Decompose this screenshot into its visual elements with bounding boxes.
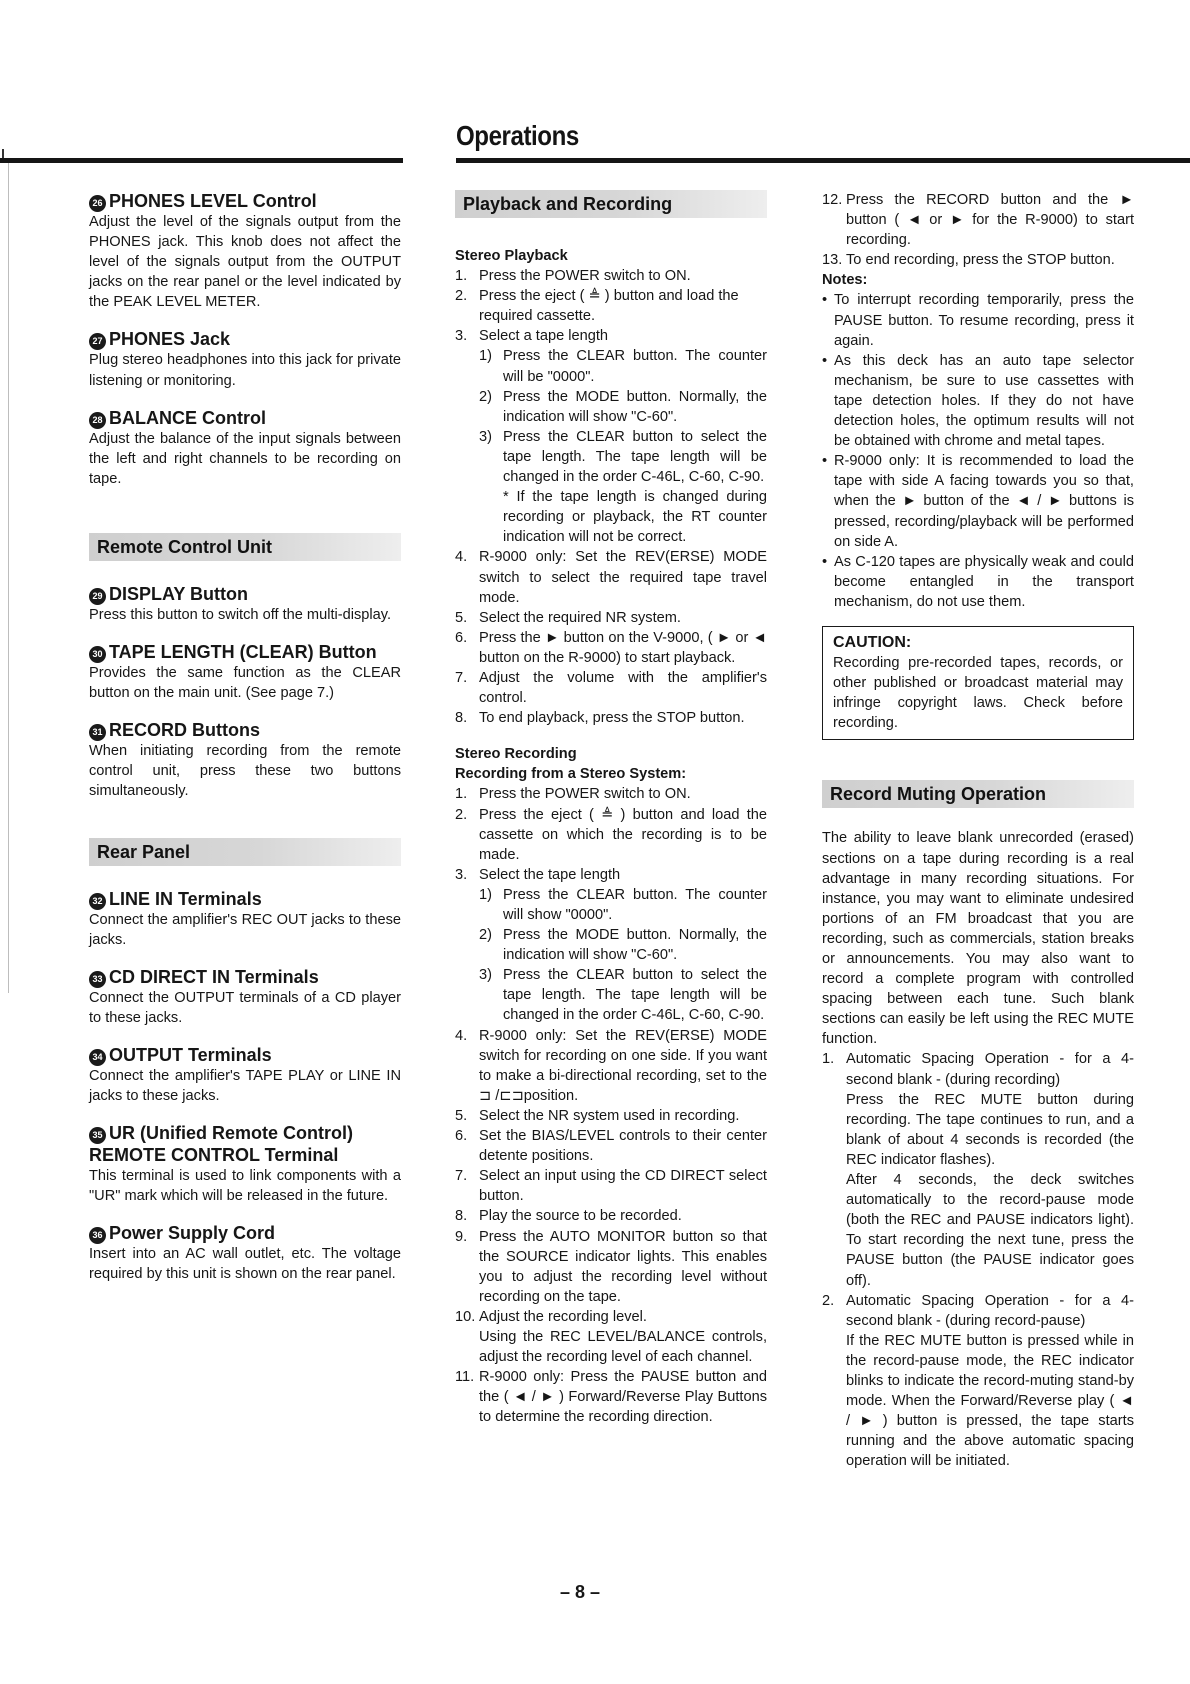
section-body: Insert into an AC wall outlet, etc. The voltage required by this unit is shown on the rear panel. xyxy=(89,1246,401,1283)
section-body: Press this button to switch off the multi-display. xyxy=(89,606,392,623)
section-title: TAPE LENGTH (CLEAR) Button xyxy=(109,642,377,663)
list-item: 2) Press the MODE button. Normally, the indication will show "C-60". xyxy=(479,927,767,964)
list-item: 3. Select the tape length 1) Press the CLEAR button. The counter will show "0000". 2) Press the MODE button. Normally, the indication will show "C-60". 3) Press the CLEAR button to select the tape length. The tape length will be changed in the order C-46L, C-60, C-90. xyxy=(455,865,767,1026)
section-title: LINE IN Terminals xyxy=(109,888,262,909)
column-right xyxy=(822,190,1134,1471)
list-item: 8. To end playback, press the STOP button. xyxy=(455,710,745,727)
item-number-badge: 33 xyxy=(89,971,106,988)
section-title: PHONES LEVEL Control xyxy=(109,191,317,211)
list-item: 8. Play the source to be recorded. xyxy=(455,1208,682,1225)
item-number-badge: 30 xyxy=(89,646,106,663)
list-item: 10. Adjust the recording level. Using the REC LEVEL/BALANCE controls, adjust the recording level of each channel. xyxy=(455,1307,767,1367)
section-body: When initiating recording from the remote control unit, press these two buttons simultaneously. xyxy=(89,743,401,800)
list-item: 5. Select the required NR system. xyxy=(455,609,681,626)
list-item: 2. Press the eject ( ≜ ) button and load the cassette on which the recording is to be made. xyxy=(455,806,767,863)
list-item: 1. Press the POWER switch to ON. xyxy=(455,268,691,285)
band-playback-recording: Playback and Recording xyxy=(455,190,767,218)
playback-steps xyxy=(455,266,767,728)
section-title: OUTPUT Terminals xyxy=(109,1044,272,1065)
section-cd-direct xyxy=(89,966,401,1028)
section-display xyxy=(89,583,401,625)
caution-box xyxy=(822,626,1134,740)
section-title: PHONES Jack xyxy=(109,329,231,350)
list-item: 11. R-9000 only: Press the PAUSE button and the ( ◄ / ► ) Forward/Reverse Play Buttons to determine the recording direction. xyxy=(455,1369,767,1426)
band-record-muting: Record Muting Operation xyxy=(822,780,1134,808)
heading-notes: Notes: xyxy=(822,272,868,289)
record-muting-items xyxy=(822,1049,1134,1471)
item-number-badge: 29 xyxy=(89,588,106,605)
list-item: • As this deck has an auto tape selector mechanism, be sure to use cassettes with tape detection holes. If they do not have detection holes, the optimum results will not be obtained with chrome and metal tapes. xyxy=(822,352,1134,450)
section-body: Connect the amplifier's TAPE PLAY or LINE IN jacks to these jacks. xyxy=(89,1067,401,1104)
footnote-star: * If the tape length is changed during recording or playback, the RT counter indication will not be correct. xyxy=(503,489,767,546)
section-title: DISPLAY Button xyxy=(109,583,249,604)
heading-stereo-playback: Stereo Playback xyxy=(455,248,568,264)
notes-list xyxy=(822,290,1134,612)
item-number-badge: 26 xyxy=(89,195,106,212)
list-item: • R-9000 only: It is recommended to load the tape with side A facing towards you so that, when the ► button of the ◄ / ► buttons is pressed, recording/playback will be performed on side A. xyxy=(822,453,1134,550)
section-record-buttons xyxy=(89,719,401,801)
section-balance xyxy=(89,407,401,489)
list-item: 4. R-9000 only: Set the REV(ERSE) MODE switch to select the required tape travel mode. xyxy=(455,549,767,606)
page-title: Operations xyxy=(456,120,579,151)
list-item: 4. R-9000 only: Set the REV(ERSE) MODE switch for recording on one side. If you want to make a bi-directional recording, set to the ⊐ /⊏⊐position. xyxy=(455,1027,767,1104)
list-item: • As C-120 tapes are physically weak and could become entangled in the transport mechanism, do not use them. xyxy=(822,553,1134,610)
list-item: 9. Press the AUTO MONITOR button so that the SOURCE indicator lights. This enables you to adjust the recording level without recording on the tape. xyxy=(455,1228,767,1305)
list-item: 1) Press the CLEAR button. The counter will be "0000". xyxy=(479,348,767,385)
list-item: 13. To end recording, press the STOP button. xyxy=(822,252,1115,269)
item-number-badge: 36 xyxy=(89,1227,106,1244)
column-middle xyxy=(455,190,767,1427)
item-number-badge: 34 xyxy=(89,1049,106,1066)
section-body: Connect the amplifier's REC OUT jacks to these jacks. xyxy=(89,911,401,948)
list-item: 1. Press the POWER switch to ON. xyxy=(455,786,691,803)
section-phones-level xyxy=(89,190,401,312)
list-item: 5. Select the NR system used in recording. xyxy=(455,1107,740,1124)
list-item: 3. Select a tape length 1) Press the CLEAR button. The counter will be "0000". 2) Press the MODE button. Normally, the indication will show "C-60". 3) Press the CLEAR button to select the tape length. The tape length will be changed in the order C-46L, C-60, C-90. * If the tape length is changed during recording or playback, the RT counter indication will not be correct. xyxy=(455,326,767,547)
band-rear-panel: Rear Panel xyxy=(89,838,401,866)
section-line-in xyxy=(89,888,401,950)
section-body: Adjust the balance of the input signals between the left and right channels to be recording on tape. xyxy=(89,430,401,487)
section-title: UR (Unified Remote Control) REMOTE CONTROL Terminal xyxy=(89,1123,353,1166)
section-power xyxy=(89,1222,401,1284)
section-body: Plug stereo headphones into this jack for private listening or monitoring. xyxy=(89,352,401,389)
caution-body: Recording pre-recorded tapes, records, or other published or broadcast material may infringe copyright laws. Check before recording. xyxy=(833,655,1123,732)
list-item: 3) Press the CLEAR button to select the tape length. The tape length will be changed in the order C-46L, C-60, C-90. xyxy=(479,428,767,486)
header-rule-left xyxy=(0,158,403,163)
section-body: Adjust the level of the signals output from the PHONES jack. This knob does not affect the level of the signals output from the OUTPUT jacks on the rear panel or the level indicated by the PEAK LEVEL METER. xyxy=(89,214,401,311)
list-item: 7. Select an input using the CD DIRECT select button. xyxy=(455,1168,767,1205)
recording-steps-continued xyxy=(822,190,1134,270)
section-title: Power Supply Cord xyxy=(109,1223,276,1244)
heading-stereo-recording: Stereo Recording xyxy=(455,746,577,763)
item-number-badge: 35 xyxy=(89,1127,106,1144)
list-item: 1. Automatic Spacing Operation - for a 4-second blank - (during recording) Press the REC MUTE button during recording. The tape continues to run, and a blank of about 4 seconds is recorded (the REC indicator flashes). After 4 seconds, the deck switches automatically to the record-pause mode (both the REC and PAUSE indicators light). To start recording the next tune, press the PAUSE button (the PAUSE indicator goes off). xyxy=(822,1051,1134,1289)
item-number-badge: 31 xyxy=(89,724,106,741)
list-item: 2. Automatic Spacing Operation - for a 4-second blank - (during record-pause) If the REC MUTE button is pressed while in the record-pause mode, the REC indicator blinks to indicate the record-muting stand-by mode. When the Forward/Reverse play ( ◄ / ► ) button is pressed, the tape starts running and the above automatic spacing operation will be initiated. xyxy=(822,1292,1134,1470)
header-rule-right xyxy=(456,158,1190,163)
section-phones-jack xyxy=(89,328,401,390)
section-title: BALANCE Control xyxy=(109,407,266,428)
page-number: – 8 – xyxy=(560,1582,601,1602)
caution-title: CAUTION: xyxy=(833,633,912,651)
recording-steps xyxy=(455,784,767,1427)
list-item: 6. Press the ► button on the V-9000, ( ► or ◄ button on the R-9000) to start playback. xyxy=(455,629,767,666)
column-left xyxy=(89,190,401,1300)
record-muting-intro: The ability to leave blank unrecorded (erased) sections on a tape during recording is a real advantage in many recording situations. For instance, you may want to eliminate undesired portions of an FM broadcast that you are recording, such as commercials, station breaks or announcements. You may also want to record a complete program with controlled spacing between each tune. Such blank sections can easily be left using the REC MUTE function. xyxy=(822,830,1134,1048)
list-item: 6. Set the BIAS/LEVEL controls to their center detente positions. xyxy=(455,1128,767,1165)
section-body: Provides the same function as the CLEAR button on the main unit. (See page 7.) xyxy=(89,665,401,702)
section-output xyxy=(89,1044,401,1106)
section-title: CD DIRECT IN Terminals xyxy=(109,966,319,987)
section-title: RECORD Buttons xyxy=(109,720,260,741)
item-number-badge: 27 xyxy=(89,333,106,350)
list-item: 2. Press the eject ( ≜ ) button and load the required cassette. xyxy=(455,288,739,325)
step-detail: Using the REC LEVEL/BALANCE controls, adjust the recording level of each channel. xyxy=(479,1328,767,1366)
section-body: This terminal is used to link components with a "UR" mark which will be released in the future. xyxy=(89,1168,401,1205)
list-item: 7. Adjust the volume with the amplifier's control. xyxy=(455,669,767,707)
band-remote-control-unit: Remote Control Unit xyxy=(89,533,401,561)
scan-edge-line xyxy=(8,163,9,993)
item-number-badge: 32 xyxy=(89,893,106,910)
list-item: 1) Press the CLEAR button. The counter will show "0000". xyxy=(479,886,767,923)
list-item: • To interrupt recording temporarily, press the PAUSE button. To resume recording, press it again. xyxy=(822,292,1134,349)
section-tape-length xyxy=(89,641,401,703)
list-item: 2) Press the MODE button. Normally, the indication will show "C-60". xyxy=(479,388,767,425)
section-ur xyxy=(89,1122,401,1206)
list-item: 3) Press the CLEAR button to select the tape length. The tape length will be changed in the order C-46L, C-60, C-90. xyxy=(479,967,767,1024)
section-body: Connect the OUTPUT terminals of a CD player to these jacks. xyxy=(89,989,401,1026)
list-item: 12. Press the RECORD button and the ► button ( ◄ or ► for the R-9000) to start recording. xyxy=(822,192,1134,249)
item-number-badge: 28 xyxy=(89,412,106,429)
heading-recording-from: Recording from a Stereo System: xyxy=(455,766,687,783)
